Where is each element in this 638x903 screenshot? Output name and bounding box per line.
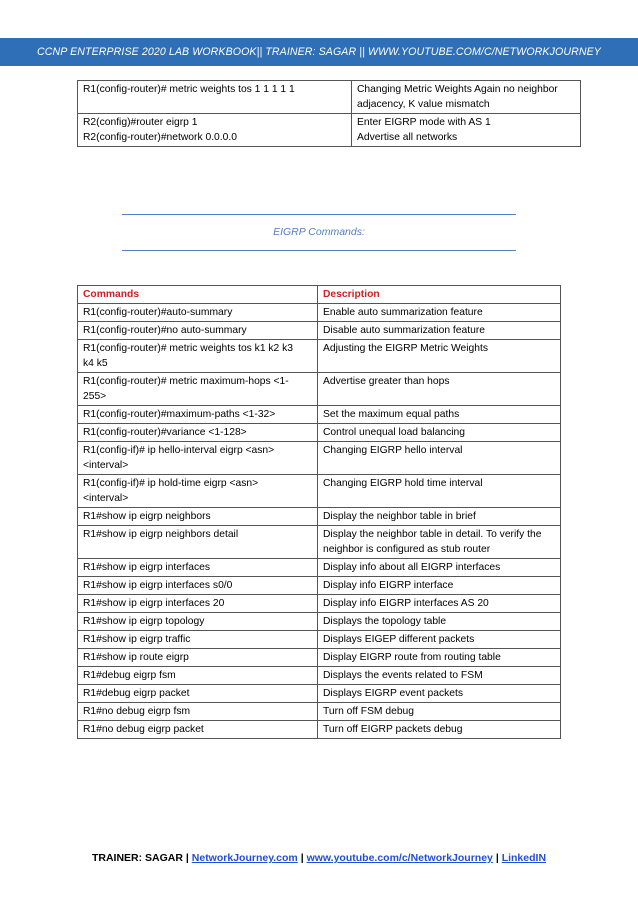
footer-link-linkedin[interactable]: LinkedIN — [501, 852, 547, 864]
table-row — [78, 81, 581, 114]
header-banner: CCNP ENTERPRISE 2020 LAB WORKBOOK|| TRAINER: SAGAR || WWW.YOUTUBE.COM/C/NETWORKJOURNEY — [0, 38, 638, 66]
description-cell: Display info EIGRP interfaces AS 20 — [318, 595, 561, 613]
header-description: Description — [318, 286, 561, 304]
table-row — [78, 373, 561, 406]
description-cell: Display EIGRP route from routing table — [318, 649, 561, 667]
table-row — [78, 406, 561, 424]
command-cell: R2(config)#router eigrp 1 R2(config-router)#network 0.0.0.0 — [78, 114, 352, 147]
description-cell: Enable auto summarization feature — [318, 304, 561, 322]
description-cell: Display info about all EIGRP interfaces — [318, 559, 561, 577]
table-header-row — [78, 286, 561, 304]
command-cell: R1(config-router)#maximum-paths <1-32> — [78, 406, 318, 424]
command-cell: R1(config-if)# ip hello-interval eigrp <asn> <interval> — [78, 442, 318, 475]
description-cell: Changing EIGRP hello interval — [318, 442, 561, 475]
command-cell: R1#show ip eigrp neighbors detail — [78, 526, 318, 559]
table-row — [78, 340, 561, 373]
command-cell: R1#no debug eigrp fsm — [78, 703, 318, 721]
description-cell: Set the maximum equal paths — [318, 406, 561, 424]
command-cell: R1(config-router)#no auto-summary — [78, 322, 318, 340]
command-cell: R1#show ip eigrp topology — [78, 613, 318, 631]
description-cell: Adjusting the EIGRP Metric Weights — [318, 340, 561, 373]
command-cell: R1(config-router)# metric maximum-hops <1- 255> — [78, 373, 318, 406]
footer-separator: | — [300, 852, 304, 864]
description-cell: Display info EIGRP interface — [318, 577, 561, 595]
description-cell: Changing Metric Weights Again no neighbor adjacency, K value mismatch — [352, 81, 581, 114]
table-row — [78, 322, 561, 340]
top-command-table — [77, 80, 581, 147]
description-cell: Changing EIGRP hold time interval — [318, 475, 561, 508]
command-cell: R1(config-router)#auto-summary — [78, 304, 318, 322]
footer-link-youtube[interactable]: www.youtube.com/c/NetworkJourney — [306, 852, 493, 864]
table-row — [78, 526, 561, 559]
command-cell: R1#no debug eigrp packet — [78, 721, 318, 739]
section-divider-bottom — [122, 250, 516, 251]
description-cell: Displays EIGEP different packets — [318, 631, 561, 649]
table-row — [78, 685, 561, 703]
footer-separator: | — [185, 852, 189, 864]
section-divider-top — [122, 214, 516, 215]
table-row — [78, 721, 561, 739]
description-cell: Displays the events related to FSM — [318, 667, 561, 685]
table-row — [78, 508, 561, 526]
footer-trainer: TRAINER: SAGAR — [91, 852, 183, 864]
command-cell: R1(config-router)# metric weights tos 1 1 1 1 1 — [78, 81, 352, 114]
description-cell: Display the neighbor table in brief — [318, 508, 561, 526]
command-cell: R1#debug eigrp fsm — [78, 667, 318, 685]
table-row — [78, 613, 561, 631]
command-cell: R1(config-if)# ip hold-time eigrp <asn> <interval> — [78, 475, 318, 508]
description-cell: Control unequal load balancing — [318, 424, 561, 442]
table-row — [78, 631, 561, 649]
section-title: EIGRP Commands: — [273, 226, 365, 238]
command-cell: R1(config-router)#variance <1-128> — [78, 424, 318, 442]
description-cell: Turn off EIGRP packets debug — [318, 721, 561, 739]
table-row — [78, 649, 561, 667]
description-cell: Displays EIGRP event packets — [318, 685, 561, 703]
description-cell: Turn off FSM debug — [318, 703, 561, 721]
description-cell: Displays the topology table — [318, 613, 561, 631]
table-row — [78, 424, 561, 442]
description-cell: Disable auto summarization feature — [318, 322, 561, 340]
eigrp-commands-table — [77, 285, 561, 739]
table-row — [78, 442, 561, 475]
command-cell: R1#show ip eigrp interfaces — [78, 559, 318, 577]
command-cell: R1#show ip eigrp traffic — [78, 631, 318, 649]
table-row — [78, 577, 561, 595]
command-cell: R1#show ip eigrp interfaces 20 — [78, 595, 318, 613]
table-row — [78, 559, 561, 577]
footer-separator: | — [495, 852, 499, 864]
table-row — [78, 304, 561, 322]
table-row — [78, 475, 561, 508]
description-cell: Display the neighbor table in detail. To verify the neighbor is configured as stub router — [318, 526, 561, 559]
command-cell: R1(config-router)# metric weights tos k1 k2 k3 k4 k5 — [78, 340, 318, 373]
command-cell: R1#show ip eigrp neighbors — [78, 508, 318, 526]
table-row — [78, 595, 561, 613]
header-commands: Commands — [78, 286, 318, 304]
footer — [0, 852, 638, 864]
footer-link-networkjourney[interactable]: NetworkJourney.com — [191, 852, 298, 864]
table-row — [78, 703, 561, 721]
command-cell: R1#show ip route eigrp — [78, 649, 318, 667]
description-cell: Advertise greater than hops — [318, 373, 561, 406]
description-cell: Enter EIGRP mode with AS 1 Advertise all networks — [352, 114, 581, 147]
table-row — [78, 114, 581, 147]
command-cell: R1#show ip eigrp interfaces s0/0 — [78, 577, 318, 595]
table-row — [78, 667, 561, 685]
command-cell: R1#debug eigrp packet — [78, 685, 318, 703]
